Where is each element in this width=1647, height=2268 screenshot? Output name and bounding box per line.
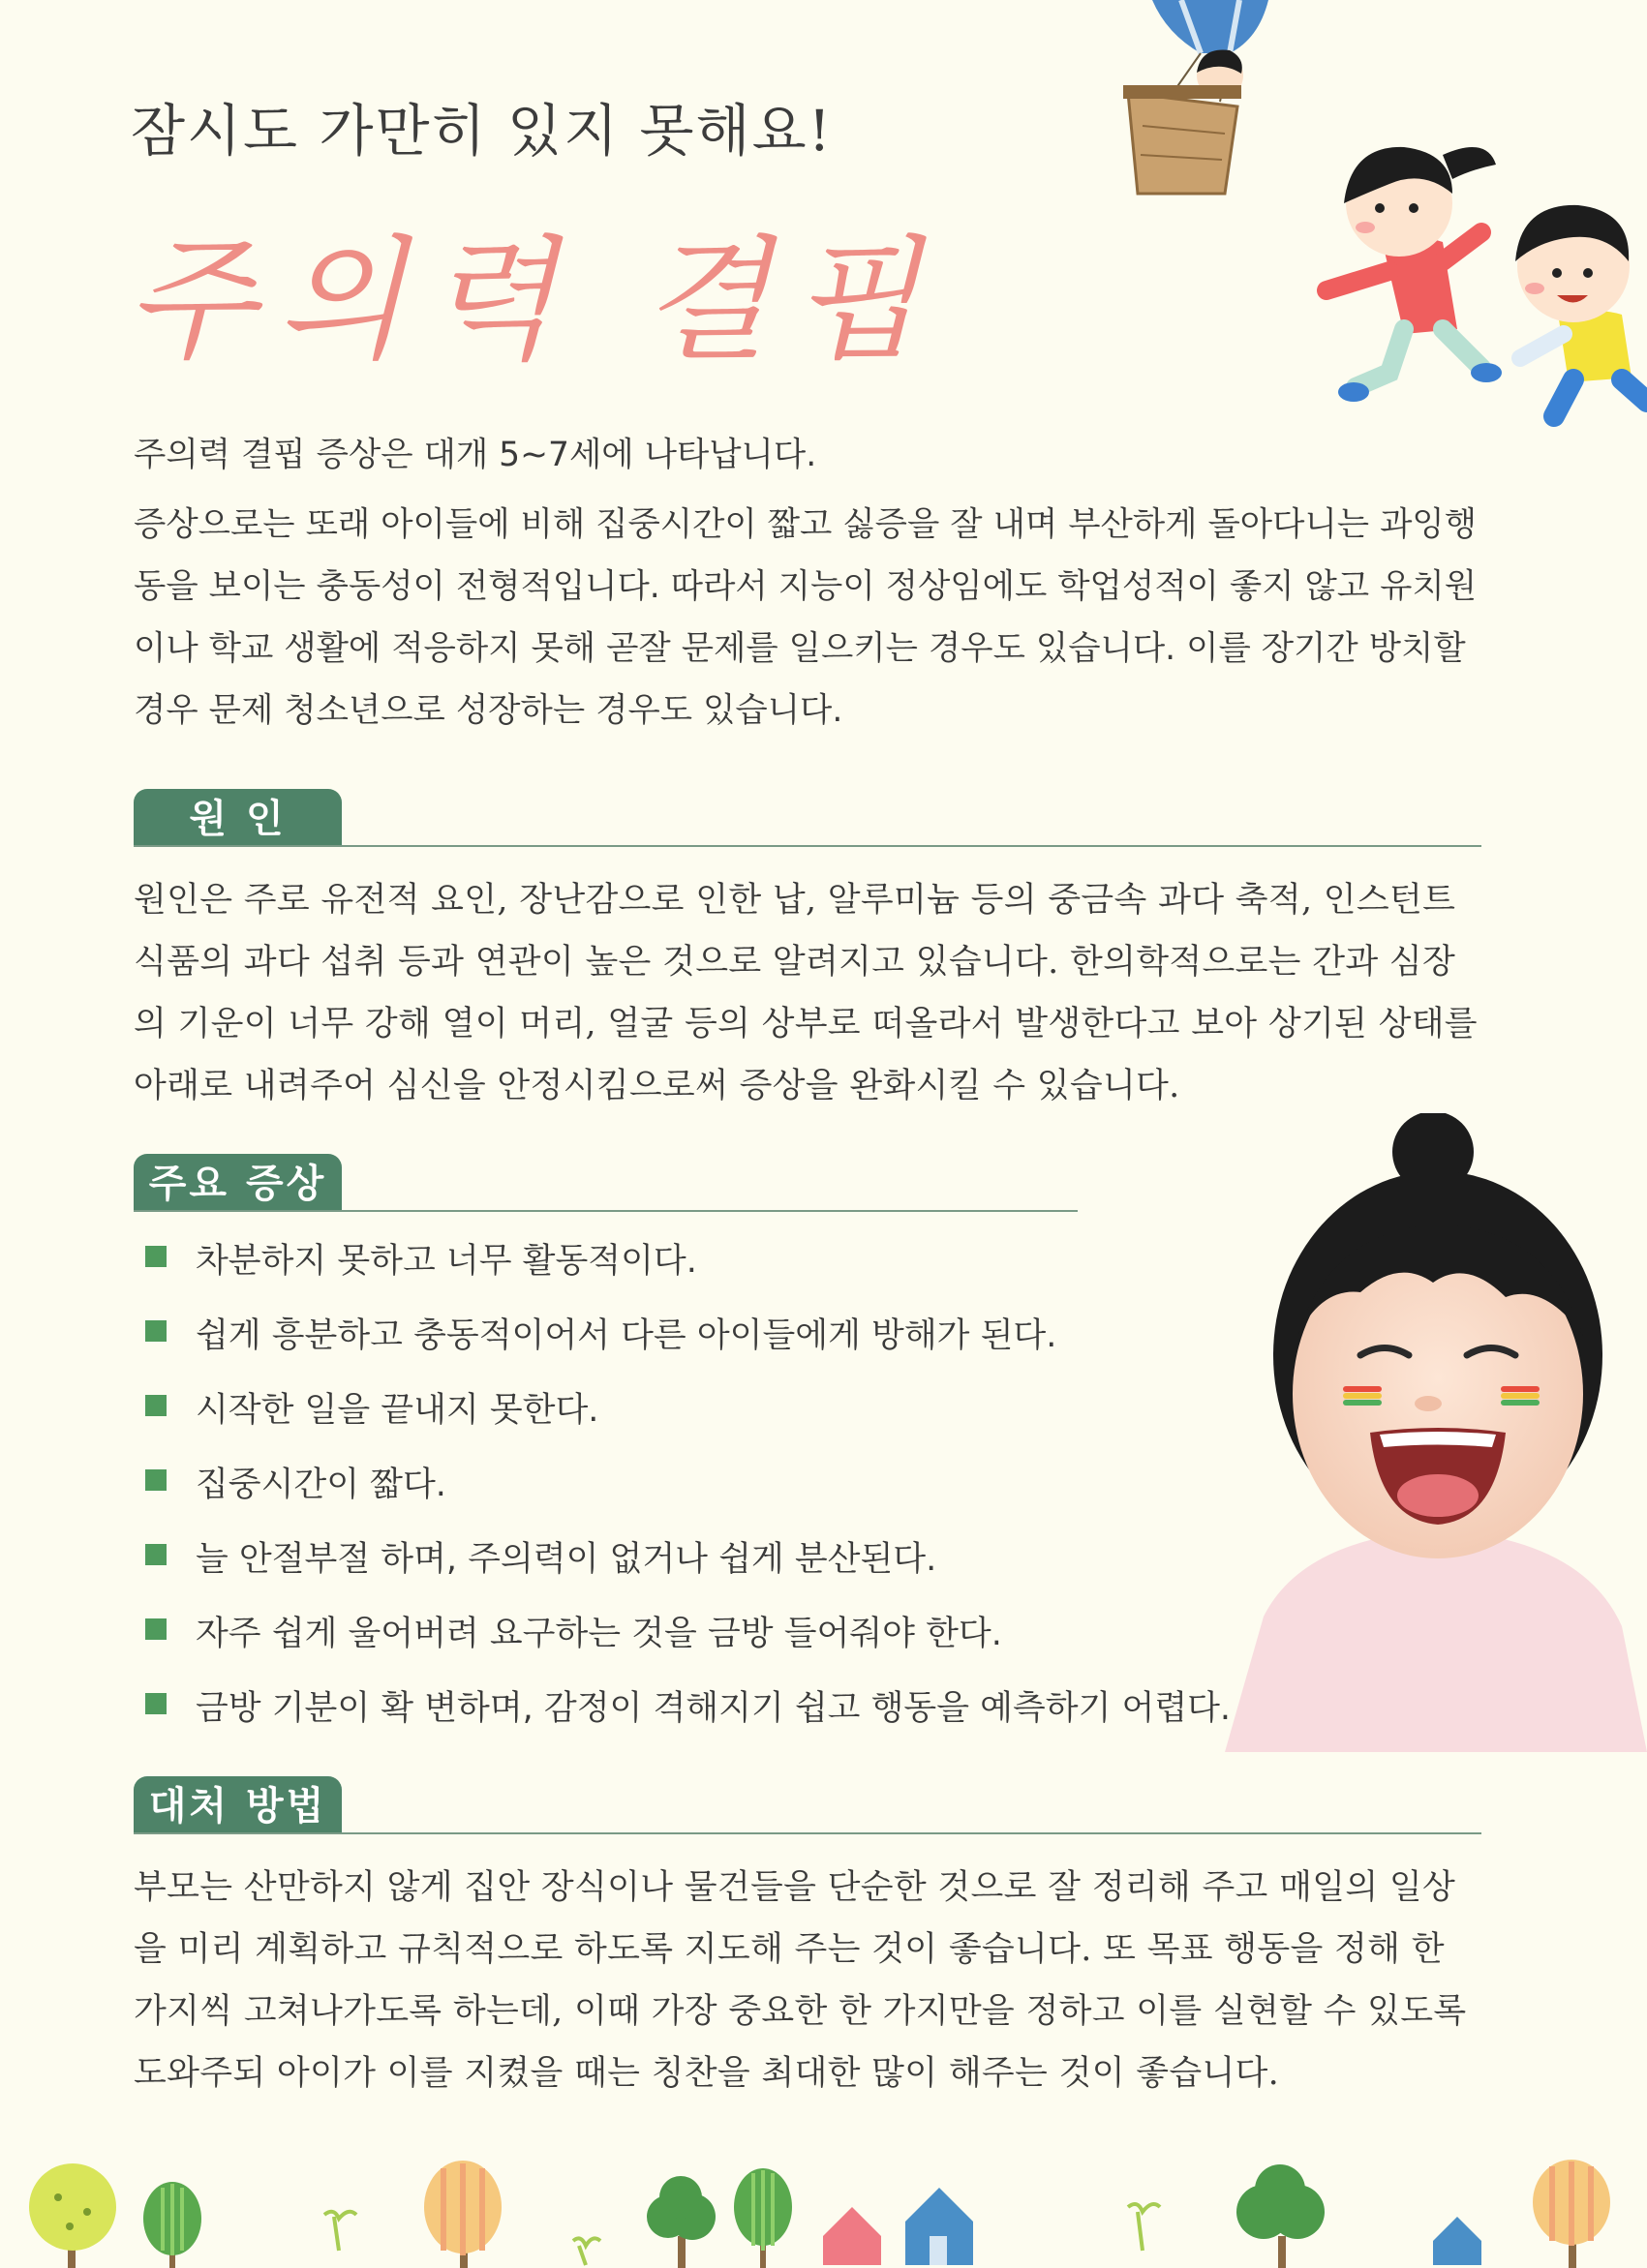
page-title: 주의력 결핍 [126, 223, 942, 378]
cause-paragraph: 원인은 주로 유전적 요인, 장난감으로 인한 납, 알루미늄 등의 중금속 과다 축적, 인스턴트식품의 과다 섭취 등과 연관이 높은 것으로 알려지고 있습니다. 한의학적으로는 간과 심장의 기운이 너무 강해 열이 머리, 얼굴 등의 상부로 떠올라서 발생한다고 보아 상기된 상태를 아래로 내려주어 심신을 안정시킴으로써 증상을 완화시킬 수 있습니다. [134, 881, 1478, 1105]
list-item [145, 1458, 1231, 1532]
bullet-square-icon [145, 1618, 167, 1640]
trees-houses-decoration [0, 2159, 1647, 2268]
section-header-cause [134, 789, 1481, 847]
list-item [145, 1681, 1231, 1756]
list-item [145, 1532, 1231, 1607]
section-header-method [134, 1776, 1481, 1834]
section-tab: 원 인 [134, 789, 342, 847]
symptom-text: 늘 안절부절 하며, 주의력이 없거나 쉽게 분산된다. [196, 1540, 937, 1579]
symptom-text: 자주 쉽게 울어버려 요구하는 것을 금방 들어줘야 한다. [196, 1615, 1002, 1653]
symptom-text: 시작한 일을 끝내지 못한다. [196, 1391, 599, 1430]
symptom-text: 차분하지 못하고 너무 활동적이다. [196, 1242, 697, 1281]
page-subtitle: 잠시도 가만히 있지 못해요! [131, 98, 833, 164]
symptom-list [145, 1234, 1231, 1756]
symptom-text: 집중시간이 짧다. [196, 1466, 446, 1504]
running-children-illustration [1297, 126, 1647, 445]
symptom-text: 쉽게 흥분하고 충동적이어서 다른 아이들에게 방해가 된다. [196, 1316, 1057, 1355]
smiling-girl-photo [1225, 1113, 1647, 1752]
hot-air-balloon-illustration [1075, 0, 1317, 208]
section-divider [134, 1832, 1481, 1834]
bullet-square-icon [145, 1395, 167, 1416]
section-divider [134, 1210, 1078, 1212]
bullet-square-icon [145, 1246, 167, 1267]
bullet-square-icon [145, 1544, 167, 1565]
bullet-square-icon [145, 1693, 167, 1714]
section-tab: 대처 방법 [134, 1776, 342, 1834]
intro-paragraph: 증상으로는 또래 아이들에 비해 집중시간이 짧고 싫증을 잘 내며 부산하게 돌아다니는 과잉행동을 보이는 충동성이 전형적입니다. 따라서 지능이 정상임에도 학업성적이 좋지 않고 유치원이나 학교 생활에 적응하지 못해 곧잘 문제를 일으키는 경우도 있습니다. 이를 장기간 방치할 경우 문제 청소년으로 성장하는 경우도 있습니다. [134, 505, 1478, 730]
method-paragraph: 부모는 산만하지 않게 집안 장식이나 물건들을 단순한 것으로 잘 정리해 주고 매일의 일상을 미리 계획하고 규칙적으로 하도록 지도해 주는 것이 좋습니다. 또 목표 행동을 정해 한 가지씩 고쳐나가도록 하는데, 이때 가장 중요한 한 가지만을 정하고 이를 실현할 수 있도록 도와주되 아이가 이를 지켰을 때는 칭찬을 최대한 많이 해주는 것이 좋습니다. [134, 1868, 1467, 2093]
section-tab: 주요 증상 [134, 1154, 342, 1212]
intro-summary: 주의력 결핍 증상은 대개 5~7세에 나타납니다. [134, 436, 817, 474]
section-header-symptoms [134, 1154, 1078, 1212]
bullet-square-icon [145, 1320, 167, 1342]
list-item [145, 1607, 1231, 1681]
list-item [145, 1309, 1231, 1383]
section-divider [134, 845, 1481, 847]
symptom-text: 금방 기분이 확 변하며, 감정이 격해지기 쉽고 행동을 예측하기 어렵다. [196, 1689, 1232, 1728]
list-item [145, 1383, 1231, 1458]
bullet-square-icon [145, 1469, 167, 1491]
list-item [145, 1234, 1231, 1309]
